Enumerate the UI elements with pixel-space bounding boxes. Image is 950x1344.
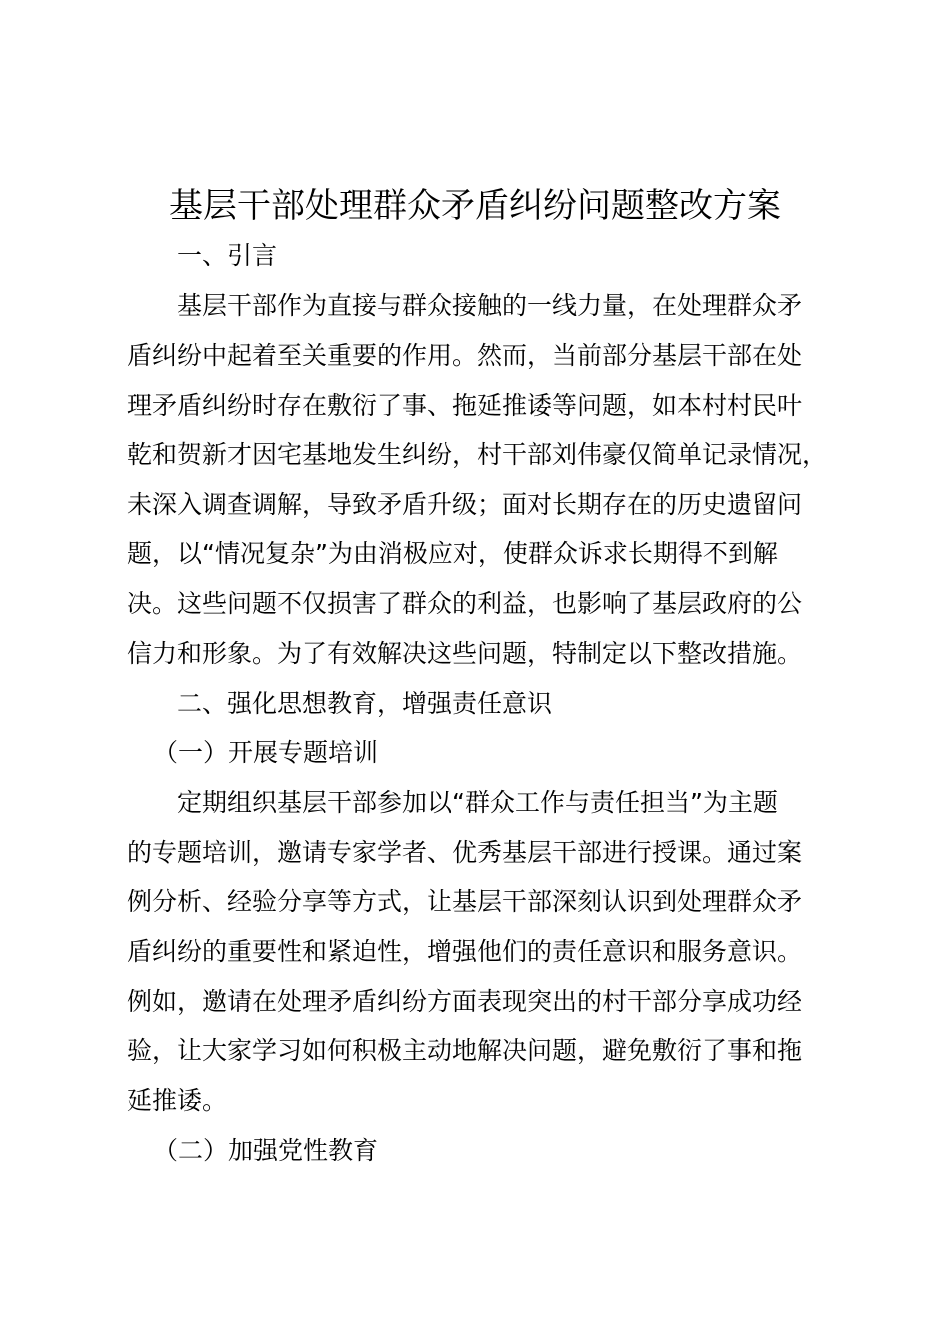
paragraph-line: 盾纠纷中起着至关重要的作用。然而，当前部分基层干部在处: [127, 341, 803, 370]
paragraph-line: 乾和贺新才因宅基地发生纠纷，村干部刘伟豪仅简单记录情况，: [127, 440, 828, 469]
section-heading-intro: 一、引言: [177, 241, 278, 270]
paragraph-line: 题，以“情况复杂”为由消极应对，使群众诉求长期得不到解: [127, 539, 778, 568]
paragraph-line: 验，让大家学习如何积极主动地解决问题，避免敷衍了事和拖: [127, 1036, 803, 1065]
paragraph-line: 理矛盾纠纷时存在敷衍了事、拖延推诿等问题，如本村村民叶: [127, 391, 803, 420]
paragraph-line: 未深入调查调解，导致矛盾升级；面对长期存在的历史遗留问: [127, 490, 803, 519]
paragraph-line: 延推诿。: [127, 1086, 228, 1115]
paragraph-line: 盾纠纷的重要性和紧迫性，增强他们的责任意识和服务意识。: [127, 937, 803, 966]
paragraph-line: 例如，邀请在处理矛盾纠纷方面表现突出的村干部分享成功经: [127, 987, 803, 1016]
subsection-heading-party-education: （二）加强党性教育: [153, 1136, 379, 1165]
paragraph-line: 定期组织基层干部参加以“群众工作与责任担当”为主题: [177, 788, 778, 817]
document-title: 基层干部处理群众矛盾纠纷问题整改方案: [169, 186, 781, 226]
paragraph-line: 决。这些问题不仅损害了群众的利益，也影响了基层政府的公: [127, 589, 803, 618]
paragraph-line: 基层干部作为直接与群众接触的一线力量，在处理群众矛: [177, 291, 803, 320]
paragraph-line: 的专题培训，邀请专家学者、优秀基层干部进行授课。通过案: [127, 838, 803, 867]
paragraph-line: 例分析、经验分享等方式，让基层干部深刻认识到处理群众矛: [127, 887, 803, 916]
subsection-heading-training: （一）开展专题培训: [153, 738, 379, 767]
section-heading-education: 二、强化思想教育，增强责任意识: [177, 689, 553, 718]
paragraph-line: 信力和形象。为了有效解决这些问题，特制定以下整改措施。: [127, 639, 803, 668]
